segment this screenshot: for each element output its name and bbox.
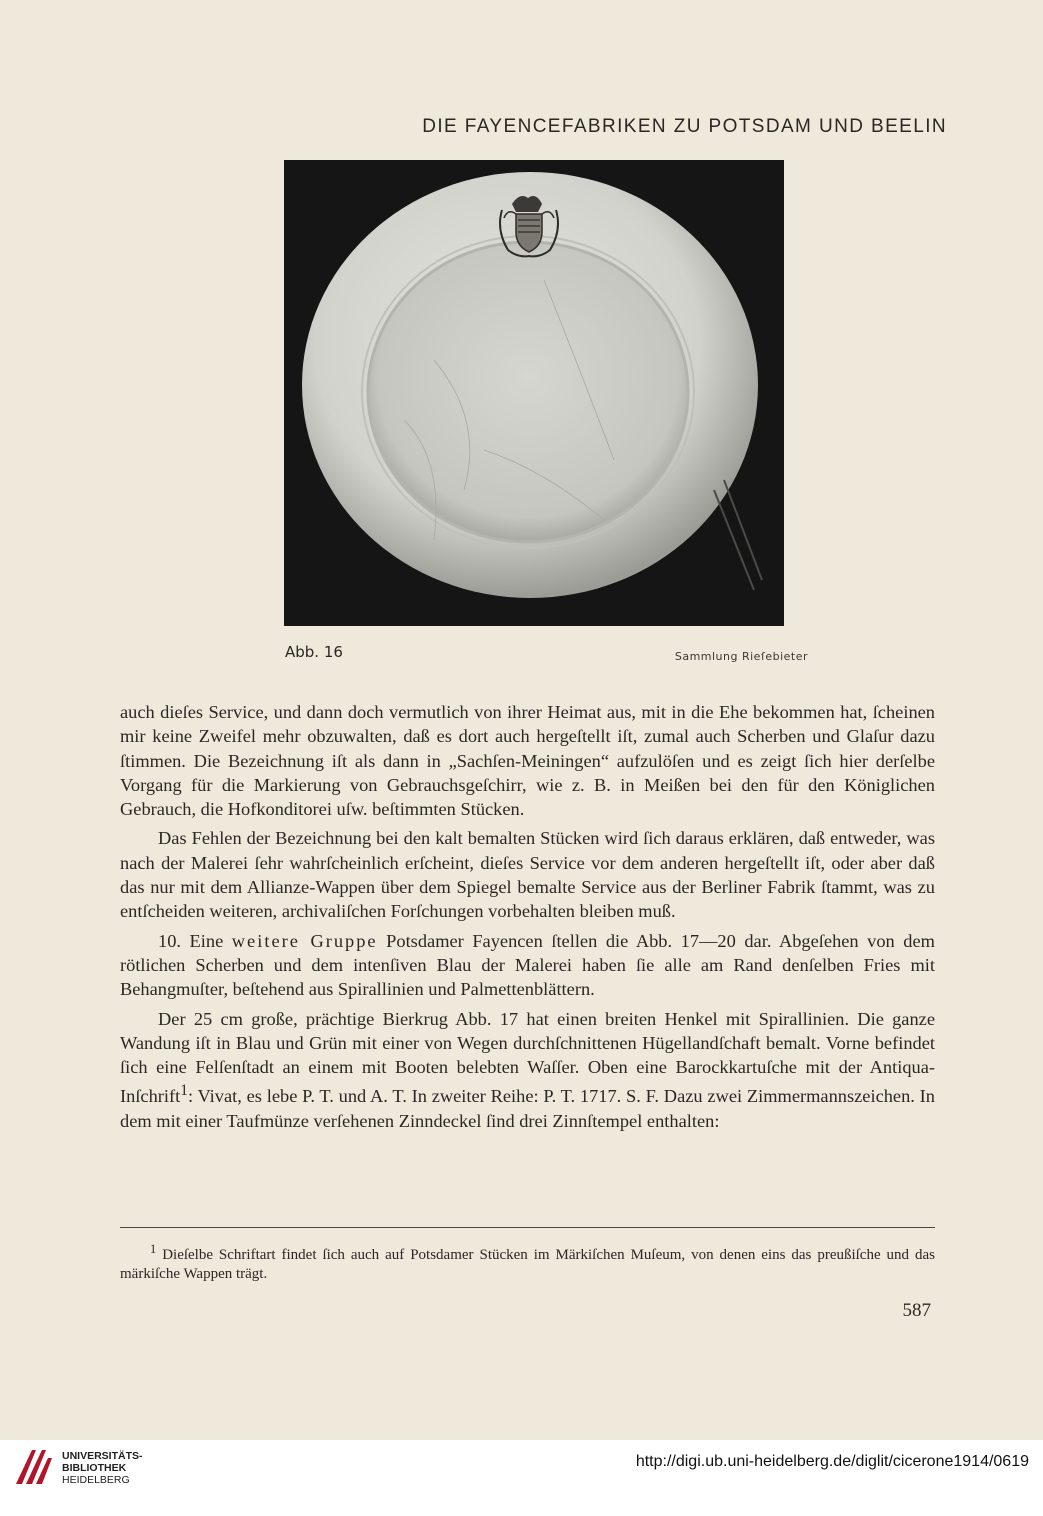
- paragraph-4-part-b: : Vivat, es lebe P. T. und A. T. In zweiter Reihe: P. T. 1717. S. F. Dazu zwei Zimmermannszeichen. In dem mit einer Taufmünze verſehenen Zinndeckel ſind drei Zinnſtempel enthalten:: [120, 1086, 935, 1131]
- ub-heidelberg-logo-icon[interactable]: [12, 1446, 54, 1488]
- paragraph-3-lead: 10. Eine: [158, 930, 224, 951]
- plate-photograph: [284, 160, 784, 626]
- paragraph-4-part-a: Der 25 cm große, prächtige Bierkrug Abb. 17 hat einen breiten Henkel mit Spirallinien. Die ganze Wandung iſt in Blau und Grün mit einer von Wegen durchſchnittenen Hügellandſchaft bemalt. Vorne befindet ſich eine Felſenſtadt an einem mit Booten belebten Waſſer. Oben eine Barockkartuſche mit der Antiqua-Inſchrift: [120, 1008, 935, 1107]
- footnote-marker: 1: [150, 1242, 157, 1256]
- footnote: [120, 1240, 935, 1284]
- footer-bar: [0, 1440, 1043, 1516]
- library-name: [62, 1450, 143, 1486]
- paragraph-2: Das Fehlen der Bezeichnung bei den kalt bemalten Stücken wird ſich daraus erklären, daß entweder, was nach der Malerei ſehr wahrſcheinlich erſcheint, dieſes Service vor dem anderen hergeſtellt iſt, oder aber daß das nur mit dem Allianze-Wappen über dem Spiegel bemalte Service aus der Berliner Fabrik ſtammt, was zu entſcheiden weiteren, archivaliſchen Forſchungen vorbehalten bleiben muß.: [120, 828, 935, 922]
- figure-label: Abb. 16: [285, 643, 343, 661]
- library-name-line2: BIBLIOTHEK: [62, 1462, 127, 1474]
- footnote-divider: [120, 1227, 935, 1228]
- plate-image: [284, 160, 784, 626]
- paragraph-3-rest: Potsdamer Fayencen ſtellen die Abb. 17—20 dar. Abgeſehen von dem rötlichen Scherben und dem intenſiven Blau der Malerei haben ſie alle am Rand denſelben Fries mit Behangmuſter, beſtehend aus Spirallinien und Palmettenblättern.: [120, 930, 935, 1000]
- body-text: [120, 700, 935, 1138]
- library-name-line3: HEIDELBERG: [62, 1474, 130, 1486]
- footnote-reference[interactable]: 1: [180, 1082, 188, 1100]
- paragraph-3: [120, 929, 935, 1002]
- footnote-text: Dieſelbe Schriftart findet ſich auch auf Potsdamer Stücken im Märkiſchen Muſeum, von denen eins das preußiſche und das märkiſche Wappen trägt.: [120, 1247, 935, 1282]
- library-name-line1: UNIVERSITÄTS-: [62, 1450, 143, 1462]
- running-header: DIE FAYENCEFABRIKEN ZU POTSDAM UND BEELIN: [422, 116, 947, 137]
- permalink-url[interactable]: http://digi.ub.uni-heidelberg.de/diglit/cicerone1914/0619: [635, 1453, 1029, 1470]
- paragraph-3-spaced: weitere Gruppe: [231, 930, 378, 951]
- figure-credit: Sammlung Rieſebieter: [674, 650, 808, 663]
- page-number: 587: [902, 1300, 931, 1321]
- paragraph-4: [120, 1007, 935, 1134]
- paragraph-1: auch dieſes Service, und dann doch vermutlich von ihrer Heimat aus, mit in die Ehe bekommen hat, ſcheinen mir keine Zweifel mehr obzuwalten, daß es dort auch hergeſtellt iſt, zumal auch Scherben und Glaſur dazu ſtimmen. Die Bezeichnung iſt als dann in „Sachſen-Meiningen“ aufzulöſen und es zeigt ſich hier derſelbe Vorgang für die Markierung von Gebrauchsgeſchirr, wie z. B. in Meißen bei den für den Königlichen Gebrauch, die Hofkonditorei uſw. beſtimmten Stücken.: [120, 702, 935, 820]
